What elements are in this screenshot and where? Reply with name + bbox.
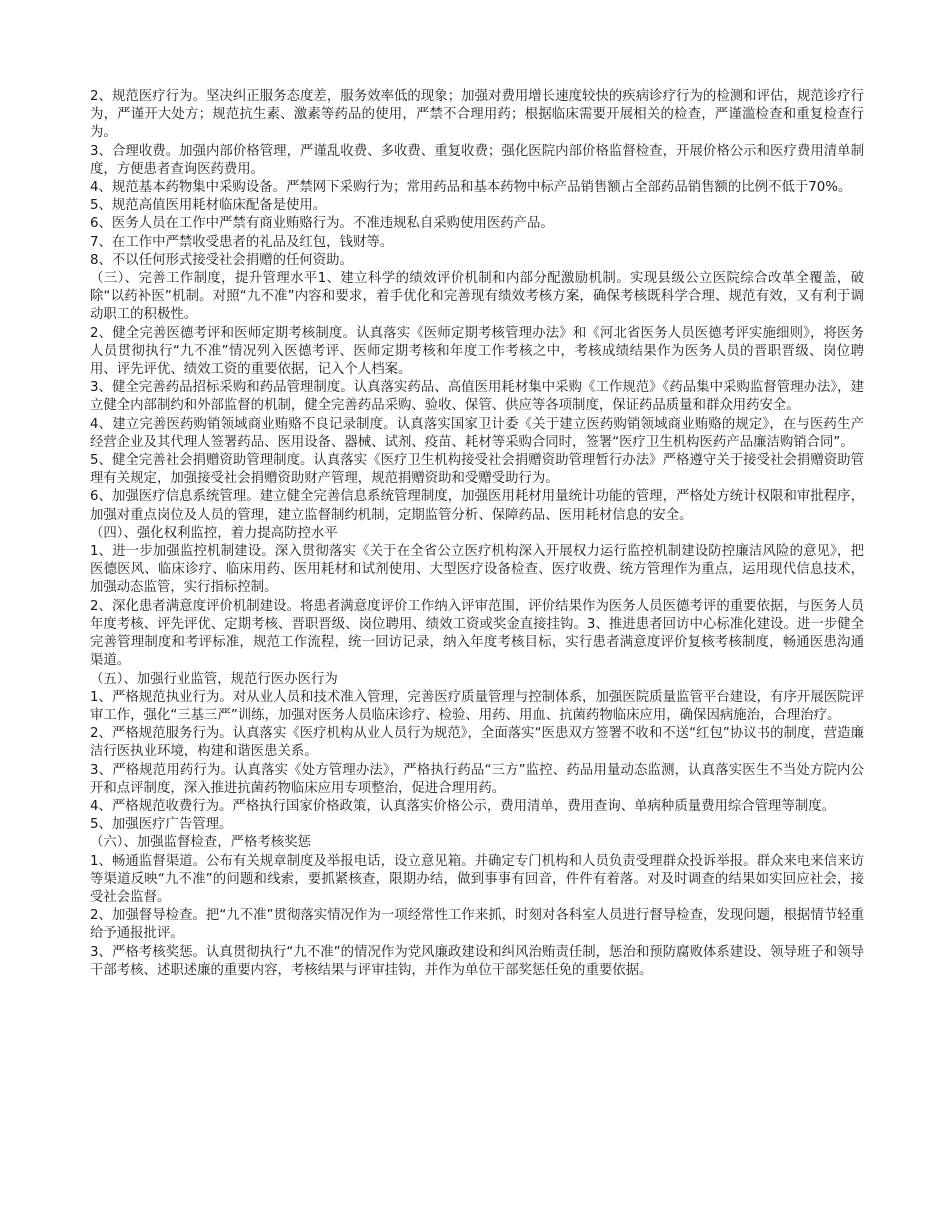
paragraph-reasonable-charges: 3、合理收费。加强内部价格管理，严谨乱收费、多收费、重复收费；强化医院内部价格监督检查，开展价格公示和医疗费用清单制度，方便患者查询医药费用。 — [90, 143, 864, 177]
paragraph-medication-behavior: 3、严格规范用药行为。认真落实《处方管理办法》，严格执行药品“三方”监控、药品用量动态监测，认真落实医生不当处方院内公开和点评制度，深入推进抗菌药物临床应用专项整治，促进合理用药。 — [90, 762, 864, 796]
paragraph-no-donations: 8、不以任何形式接受社会捐赠的任何资助。 — [90, 252, 353, 268]
section-6-heading: （六）、加强监督检查，严格考核奖惩 — [90, 835, 311, 851]
paragraph-assessment-rewards: 3、严格考核奖惩。认真贯彻执行“九不准”的情况作为党风廉政建设和纠风治贿责任制，惩治和预防腐败体系建设、领导班子和领导干部考核、述职述廉的重要内容，考核结果与评审挂钩，并作为单位干部奖惩任免的重要依据。 — [90, 944, 864, 978]
paragraph-regulate-medical-behavior: 2、规范医疗行为。坚决纠正服务态度差，服务效率低的现象；加强对费用增长速度较快的疾病诊疗行为的检测和评估，规范诊疗行为，严谨开大处方；规范抗生素、激素等药品的使用，严禁不合理用药；根据临床需要开展相关的检查，严谨滥检查和重复检查行为。 — [90, 89, 864, 141]
paragraph-drug-procurement: 4、规范基本药物集中采购设备。严禁网下采购行为；常用药品和基本药物中标产品销售额占全部药品销售额的比例不低于70%。 — [90, 180, 852, 196]
paragraph-inspection: 2、加强督导检查。把“九不准”贯彻落实情况作为一项经常性工作来抓，时刻对各科室人员进行督导检查，发现问题，根据情节轻重给予通报批评。 — [90, 908, 864, 942]
paragraph-practice-behavior: 1、严格规范执业行为。对从业人员和技术准入管理，完善医疗质量管理与控制体系，加强医院质量监管平台建设，有序开展医院评审工作，强化“三基三严”训练，加强对医务人员临床诊疗、检验、用药、用血、抗菌药物临床应用，确保因病施治，合理治疗。 — [90, 689, 864, 723]
paragraph-drug-tender-management: 3、健全完善药品招标采购和药品管理制度。认真落实药品、高值医用耗材集中采购《工作规范》《药品集中采购监督管理办法》，建立健全内部制约和外部监督的机制，健全完善药品采购、验收、保管、供应等各项制度，保证药品质量和群众用药安全。 — [90, 380, 864, 414]
paragraph-information-system: 6、加强医疗信息系统管理。建立健全完善信息系统管理制度，加强医用耗材用量统计功能的管理，严格处方统计权限和审批程序，加强对重点岗位及人员的管理，建立监督制约机制，定期监管分析、保障药品、医用耗材信息的安全。 — [90, 489, 864, 523]
paragraph-high-value-consumables: 5、规范高值医用耗材临床配备是使用。 — [90, 198, 327, 214]
paragraph-no-gifts: 7、在工作中严禁收受患者的礼品及红包，钱财等。 — [90, 234, 394, 250]
section-3-heading-paragraph: （三）、完善工作制度，提升管理水平1、建立科学的绩效评价机制和内部分配激励机制。实现县级公立医院综合改革全覆盖，破除“以药补医”机制。对照“九不准”内容和要求，着手优化和完善现有绩效考核方案，确保考核既科学合理、规范有效，又有利于调动职工的积极性。 — [90, 271, 864, 323]
paragraph-monitoring-mechanism: 1、进一步加强监控机制建设。深入贯彻落实《关于在全省公立医疗机构深入开展权力运行监控机制建设防控廉洁风险的意见》，把医德医风、临床诊疗、临床用药、医用耗材和试剂使用、大型医疗设备检查、医疗收费、统方管理作为重点，运用现代信息技术，加强动态监管，实行指标控制。 — [90, 544, 864, 596]
paragraph-ethics-evaluation: 2、健全完善医德考评和医师定期考核制度。认真落实《医师定期考核管理办法》和《河北省医务人员医德考评实施细则》，将医务人员贯彻执行“九不准”情况列入医德考评、医师定期考核和年度工作考核之中，考核成绩结果作为医务人员的晋职晋级、岗位聘用、评先评优、绩效工资的重要依据，记入个人档案。 — [90, 325, 864, 378]
section-4-heading: （四）、强化权利监控，着力提高防控水平 — [90, 525, 338, 541]
paragraph-advertising: 5、加强医疗广告管理。 — [90, 817, 233, 833]
paragraph-supervision-channels: 1、畅通监督渠道。公布有关规章制度及举报电话，设立意见箱。并确定专门机构和人员负责受理群众投诉举报。群众来电来信来访等渠道反映“九不准”的问题和线索，要抓紧核查，限期办结，做到事事有回音，件件有着落。对及时调查的结果如实回应社会，接受社会监督。 — [90, 853, 864, 905]
paragraph-donation-management: 5、健全完善社会捐赠资助管理制度。认真落实《医疗卫生机构接受社会捐赠资助管理暂行办法》严格遵守关于接受社会捐赠资助管理有关规定，加强接受社会捐赠资助财产管理，规范捐赠资助和受赠受助行为。 — [90, 453, 864, 487]
paragraph-service-behavior: 2、严格规范服务行为。认真落实《医疗机构从业人员行为规范》，全面落实“医患双方签署不收和不送“红包”协议书的制度，营造廉洁行医执业环境，构建和谐医患关系。 — [90, 726, 864, 760]
paragraph-bribery-records: 4、建立完善医药购销领域商业贿赂不良记录制度。认真落实国家卫计委《关于建立医药购销领域商业贿赂的规定》，在与医药生产经营企业及其代理人签署药品、医用设备、器械、试剂、疫苗、耗材等采购合同时，签署“医疗卫生机构医药产品廉洁购销合同”。 — [90, 416, 864, 450]
paragraph-patient-satisfaction: 2、深化患者满意度评价机制建设。将患者满意度评价工作纳入评审范围，评价结果作为医务人员医德考评的重要依据，与医务人员年度考核、评先评优、定期考核、晋职晋级、岗位聘用、绩效工资或奖金直接挂钩。3、推进患者回访中心标准化建设。进一步健全完善管理制度和考评标准，规范工作流程，统一回访记录，纳入年度考核目标，实行患者满意度评价复核考核制度，畅通医患沟通渠道。 — [90, 598, 864, 669]
section-5-heading: （五）、加强行业监管，规范行医办医行为 — [90, 671, 338, 687]
paragraph-charging-behavior: 4、严格规范收费行为。严格执行国家价格政策，认真落实价格公示，费用清单，费用查询、单病种质量费用综合管理等制度。 — [90, 798, 835, 814]
paragraph-no-commercial-bribery: 6、医务人员在工作中严禁有商业贿赂行为。不准违规私自采购使用医药产品。 — [90, 216, 554, 232]
